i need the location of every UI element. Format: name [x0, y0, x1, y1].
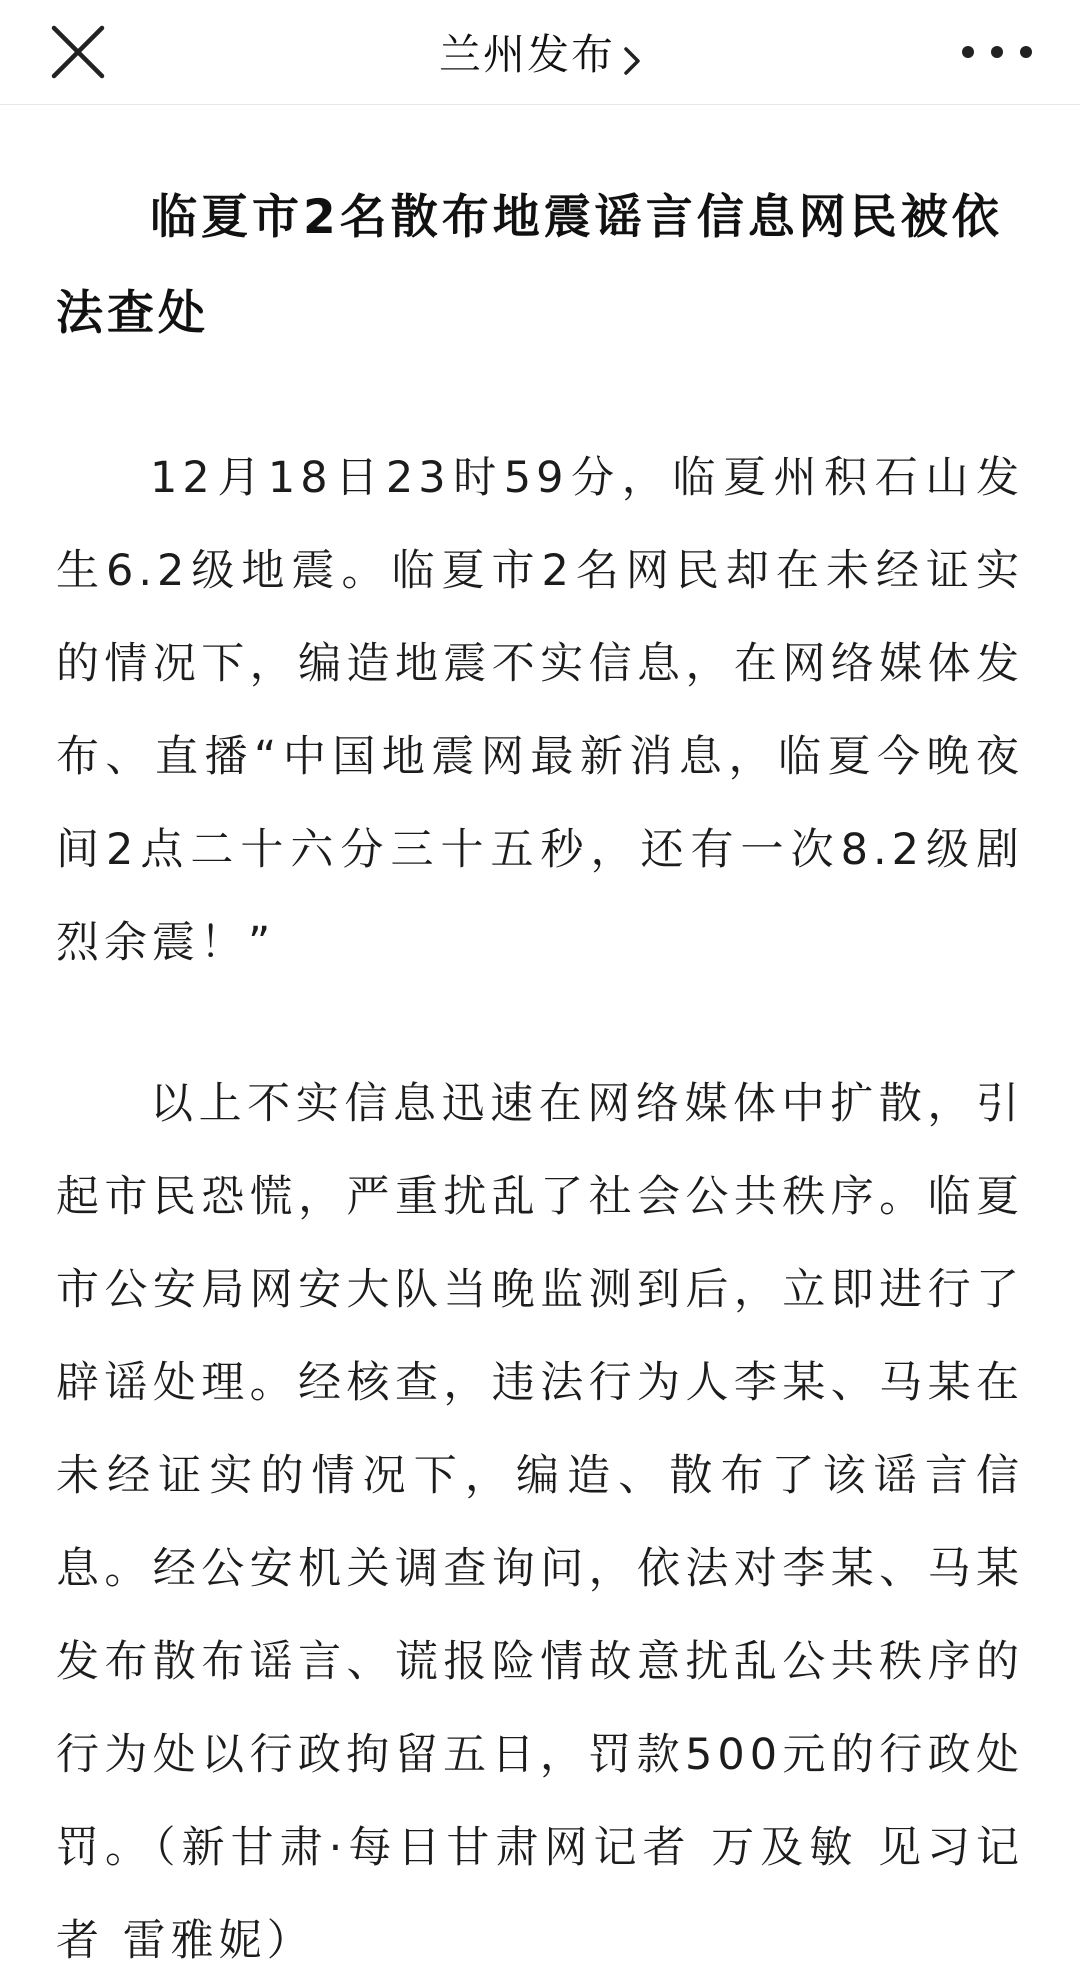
article-paragraph-2: 以上不实信息迅速在网络媒体中扩散，引起市民恐慌，严重扰乱了社会公共秩序。临夏市公安局网安大队当晚监测到后，立即进行了辟谣处理。经核查，违法行为人李某、马某在未经证实的情况下，编造、散布了该谣言信息。经公安机关调查询问，依法对李某、马某发布散布谣言、谎报险情故意扰乱公共秩序的行为处以行政拘留五日，罚款500元的行政处罚。（新甘肃·每日甘肃网记者 万及敏 见习记者 雷雅妮）: [56, 1079, 1024, 1966]
article-paragraph-1: 12月18日23时59分，临夏州积石山发生6.2级地震。临夏市2名网民却在未经证实的情况下，编造地震不实信息，在网络媒体发布、直播“中国地震网最新消息，临夏今晚夜间2点二十六分三十五秒，还有一次8.2级剧烈余震！”: [56, 453, 1024, 968]
article-headline: 临夏市2名散布地震谣言信息网民被依法查处: [56, 190, 1003, 341]
chevron-right-icon: [623, 37, 641, 67]
top-nav-bar: [0, 0, 1080, 105]
account-name-link[interactable]: [0, 0, 1080, 104]
more-dot: [1020, 46, 1032, 58]
more-dot: [991, 46, 1003, 58]
article-body: [56, 170, 1024, 1988]
more-dot: [962, 46, 974, 58]
account-name: 兰州发布: [438, 30, 615, 79]
more-icon[interactable]: [962, 22, 1032, 82]
